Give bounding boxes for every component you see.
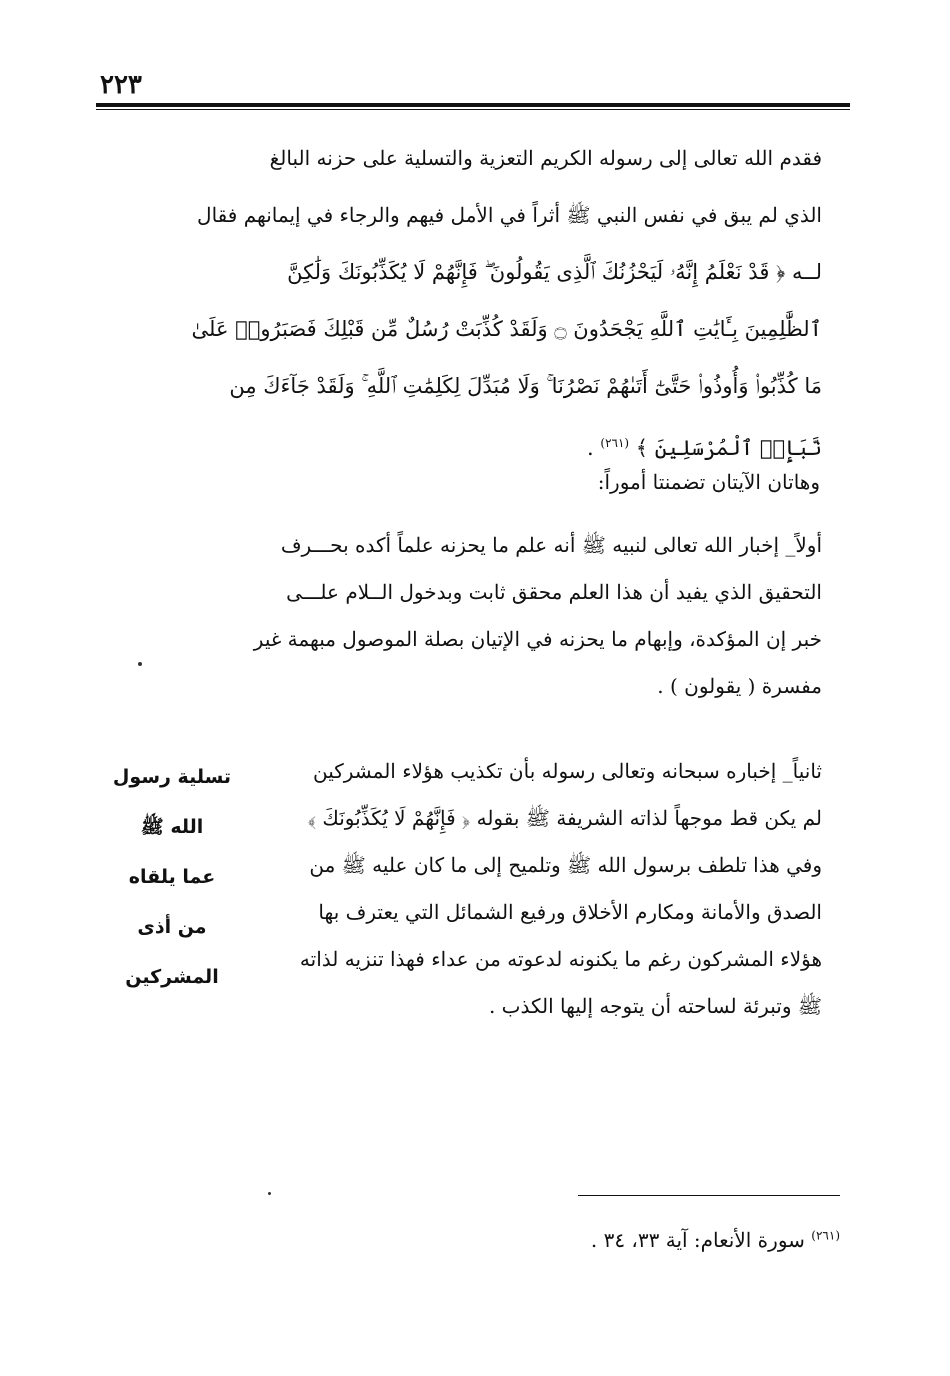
point-two-line-5: هؤلاء المشركون رغم ما يكنونه لدعوته من عداء فهذا تنزيه لذاته (299, 947, 822, 971)
thesis-line (560, 462, 820, 502)
footnote-separator (578, 1195, 840, 1196)
point-two-line-1: ثانياً_ إخباره سبحانه وتعالى رسوله بأن تكذيب هؤلاء المشركين (312, 759, 822, 783)
point-one-line-1: أولاً_ إخبار الله تعالى لنبيه ﷺ أنه علم ما يحزنه علماً أكده بحـــرف (280, 533, 822, 557)
intro-line-2: الذي لم يبق في نفس النبي ﷺ أثراً في الأمل فيهم والرجاء في إيمانهم فقال (197, 203, 822, 227)
footnote-number: (٢٦١) (811, 1228, 840, 1243)
margin-note-line-2: الله ﷺ (140, 816, 204, 838)
thesis-text: وهاتان الآيتان تضمنتا أموراً: (597, 470, 820, 494)
margin-note-line-4: من أذى (137, 916, 207, 938)
margin-note (112, 752, 232, 1002)
intro-end-mark: . (587, 436, 594, 460)
header-rule-thick (96, 103, 850, 107)
quran-verse-line-1: لــه ﴿ قَدْ نَعْلَمُ إِنَّهُۥ لَيَحْزُنُكَ ٱلَّذِى يَقُولُونَ ۖ فَإِنَّهُمْ لَا يُكَذِّبُونَكَ وَلَٰكِنَّ (287, 260, 822, 284)
header-rule-thin (96, 109, 850, 110)
scan-speck (268, 1192, 271, 1195)
margin-note-line-5: المشركين (125, 966, 219, 988)
point-one-line-4: مفسرة ( يقولون ) . (657, 674, 822, 698)
point-two-line-6: ﷺ وتبرئة لساحته أن يتوجه إليها الكذب . (488, 994, 822, 1018)
quran-verse-line-2: ٱلظَّٰلِمِينَ بِـَٔايَٰتِ ٱللَّهِ يَجْحَدُونَ ۝ وَلَقَدْ كُذِّبَتْ رُسُلٌ مِّن قَبْلِكَ فَصَبَرُوا۟ عَلَىٰ (191, 317, 822, 341)
point-two-paragraph (262, 748, 822, 1030)
intro-paragraph (191, 130, 822, 472)
quran-verse-end: نَّبَإِى۟ ٱلْمُرْسَلِينَ ﴾ (635, 436, 822, 460)
footnote (520, 1228, 840, 1252)
point-one-line-2: التحقيق الذي يفيد أن هذا العلم محقق ثابت وبدخول الــلام علـــى (286, 580, 822, 604)
margin-note-line-1: تسلية رسول (112, 766, 232, 788)
point-one-line-3: خبر إن المؤكدة، وإبهام ما يحزنه في الإتيان بصلة الموصول مبهمة غير (253, 627, 822, 651)
point-two-line-4: الصدق والأمانة ومكارم الأخلاق ورفيع الشمائل التي يعترف بها (318, 900, 822, 924)
footnote-ref-marker: (٢٦١) (600, 436, 630, 450)
intro-line-1: فقدم الله تعالى إلى رسوله الكريم التعزية والتسلية على حزنه البالغ (269, 146, 822, 170)
point-two-line-3: وفي هذا تلطف برسول الله ﷺ وتلميح إلى ما كان عليه ﷺ من (309, 853, 822, 877)
margin-note-line-3: عما يلقاه (128, 866, 216, 888)
point-one-paragraph (253, 522, 822, 710)
footnote-text: سورة الأنعام: آية ٣٣، ٣٤ . (590, 1228, 805, 1252)
page-number: ٢٢٣ (100, 70, 142, 100)
scan-speck (138, 662, 142, 666)
point-two-line-2: لم يكن قط موجهاً لذاته الشريفة ﷺ بقوله ﴿ فَإِنَّهُمْ لَا يُكَذِّبُونَكَ ﴾ (307, 806, 822, 830)
quran-verse-line-3: مَا كُذِّبُوا۟ وَأُوذُوا۟ حَتَّىٰٓ أَتَىٰهُمْ نَصْرُنَا ۚ وَلَا مُبَدِّلَ لِكَلِمَٰتِ ٱللَّهِ ۚ وَلَقَدْ جَآءَكَ مِن (229, 374, 822, 398)
